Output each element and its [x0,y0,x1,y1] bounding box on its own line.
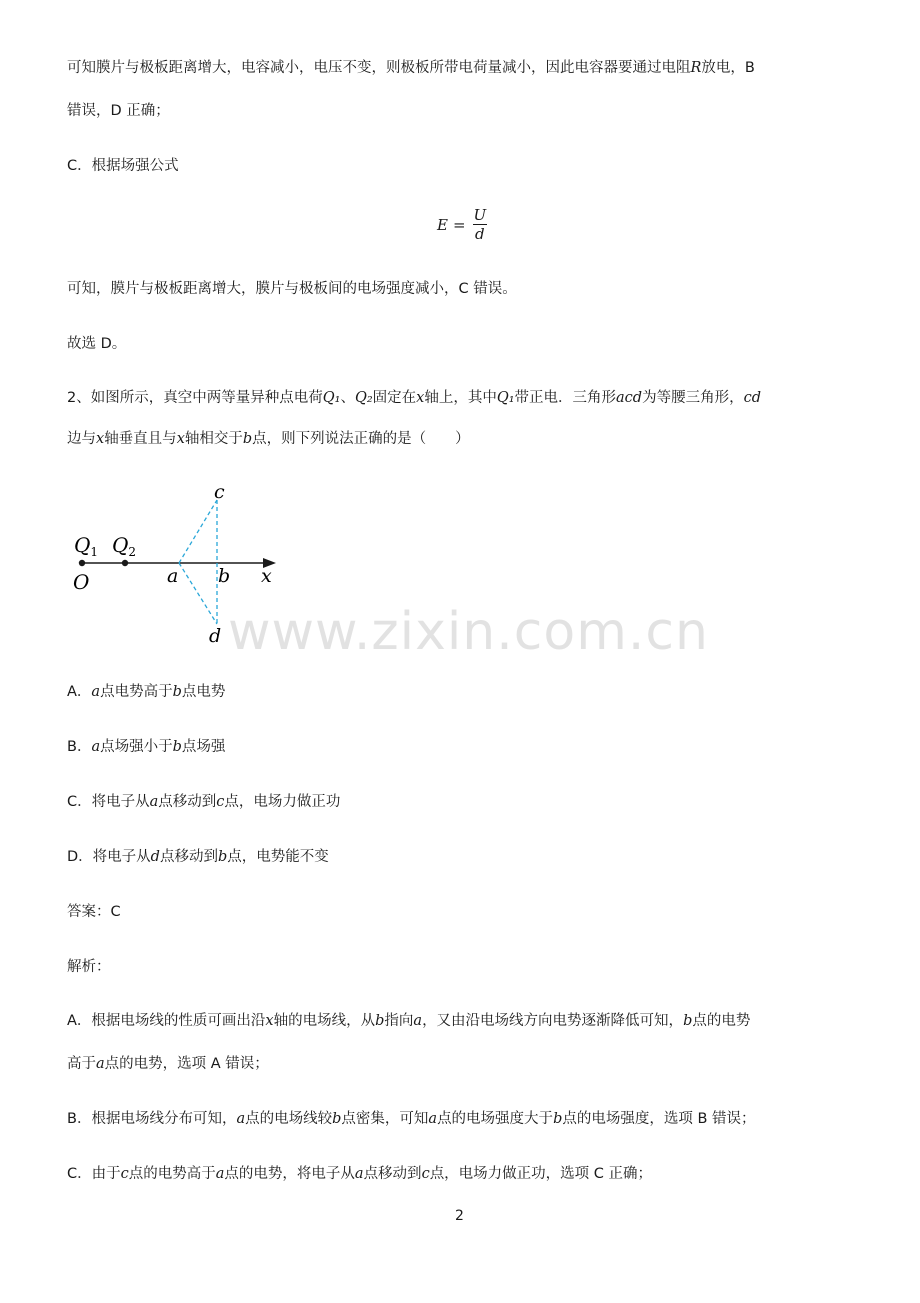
question-2-line-2: 边与x轴垂直且与x轴相交于b点，则下列说法正确的是（ ） [67,431,470,447]
triangle-side-ad [179,563,217,624]
var-r: R [690,60,702,76]
analysis-a-line-1: A．根据电场线的性质可画出沿x轴的电场线，从b指向a，又由沿电场线方向电势逐渐降低可知，b点的电势 [67,1013,751,1029]
answer: 答案：C [67,904,121,920]
analysis-a-line-2: 高于a点的电势，选项 A 错误； [67,1056,269,1072]
charge-q2-dot [122,560,128,566]
page-number: 2 [455,1208,464,1224]
option-d: D．将电子从d点移动到b点，电势能不变 [67,849,329,865]
analysis-c: C．由于c点的电势高于a点的电势，将电子从a点移动到c点，电场力做正功，选项 C 正确； [67,1166,653,1182]
question-2-line-1: 2、如图所示，真空中两等量异种点电荷Q₁、Q₂固定在x轴上，其中Q₁带正电．三角形acd为等腰三角形，cd [67,390,761,406]
label-c: c [214,481,225,503]
triangle-side-ac [179,500,217,563]
label-b: b [218,565,231,587]
field-strength-formula: E = $\frac{U}{d}$ [437,206,487,243]
label-x: x [261,565,272,587]
label-o: O [73,570,90,594]
label-d: d [209,625,222,647]
conclusion: 故选 D。 [67,336,127,352]
analysis-b: B．根据电场线分布可知，a点的电场线较b点密集，可知a点的电场强度大于b点的电场强度，选项 B 错误； [67,1111,756,1127]
label-q2: $Q_2$ [112,533,137,559]
watermark: www.zixin.com.cn [228,602,709,662]
charge-q1-dot [79,560,85,566]
item-c-intro: C．根据场强公式 [67,158,179,174]
paragraph-capacitance: 可知膜片与极板距离增大，电容减小，电压不变，则极板所带电荷量减小，因此电容器要通过电阻R放电，B [67,60,755,76]
fraction: $\frac{U}{d}$ [473,206,487,243]
label-q1: $Q_1$ [74,533,99,559]
label-a: a [167,565,179,587]
option-b: B．a点场强小于b点场强 [67,739,226,755]
option-c: C．将电子从a点移动到c点，电场力做正功 [67,794,341,810]
analysis-label: 解析： [67,959,111,975]
paragraph-c-result: 可知，膜片与极板距离增大，膜片与极板间的电场强度减小，C 错误。 [67,281,517,297]
paragraph-capacitance-cont: 错误，D 正确； [67,103,170,119]
option-a: A．a点电势高于b点电势 [67,684,226,700]
